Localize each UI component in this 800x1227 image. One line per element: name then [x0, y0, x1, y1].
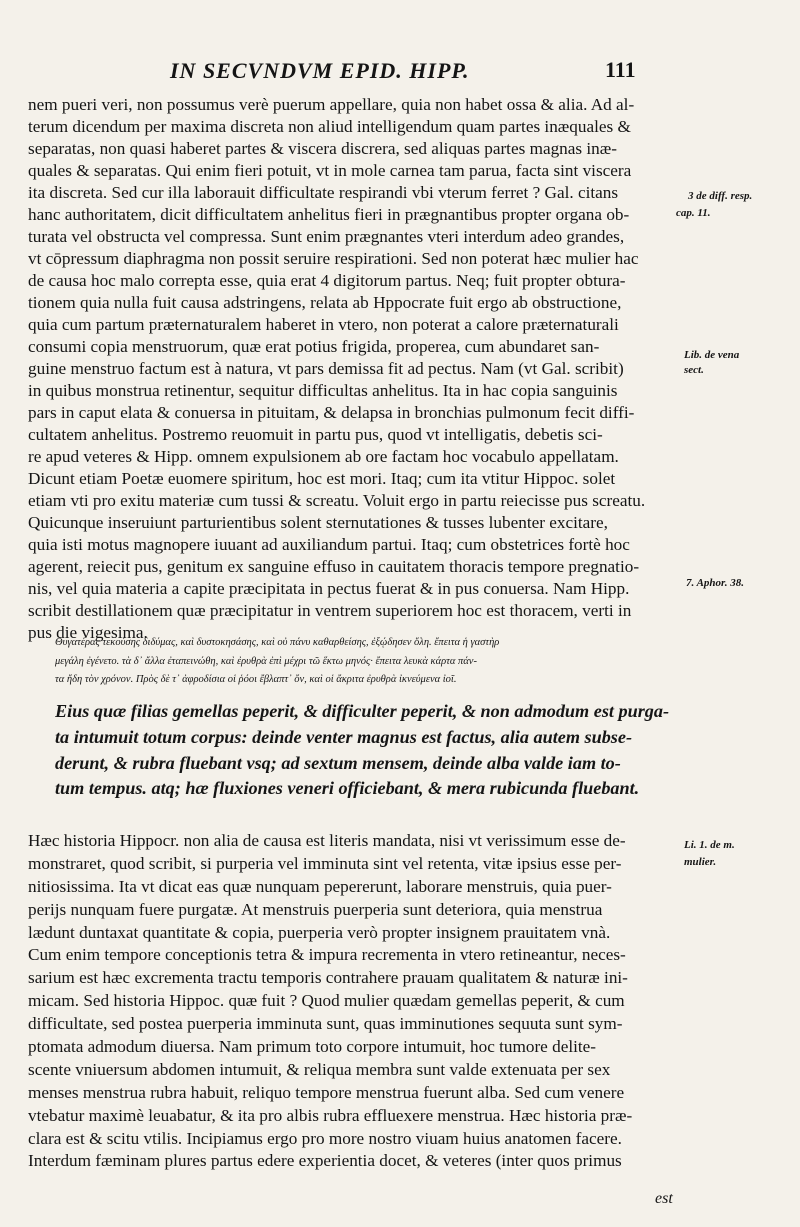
greek-quotation [55, 634, 685, 690]
text-line: cultatem anhelitus. Postremo reuomuit in partu pus, quod vt intelligatis, debetis sci- [28, 425, 603, 444]
translation-line: derunt, & rubra fluebant vsq; ad sextum mensem, deinde alba valde iam to- [55, 752, 621, 773]
text-line: quales & separatas. Qui enim fieri potuit, vt in mole carnea tam parua, facta sint viscera [28, 161, 632, 180]
text-line: in quibus monstrua retinentur, sequitur difficultas anhelitus. Ita in hac copia sanguinis [28, 381, 618, 400]
text-line: scribit destillationem quæ præcipitatur in ventrem superiorem hoc est thoracem, verti in [28, 601, 632, 620]
text-line: ptomata admodum diuersa. Nam primum toto corpore intumuit, hoc tumore delite- [28, 1037, 597, 1057]
latin-translation [55, 699, 695, 802]
commentary-paragraph-1 [28, 94, 680, 644]
text-line: menses menstrua rubra habuit, reliquo tempore menstrua fuerunt alba. Sed cum venere [28, 1082, 625, 1102]
text-line: perijs nunquam fuere purgatæ. At menstruis puerperia sunt deteriora, quia menstrua [28, 899, 603, 919]
text-line: Hæc historia Hippocr. non alia de causa est literis mandata, nisi vt verissimum esse de- [28, 831, 626, 850]
text-line: difficultate, sed postea puerperia imminuta sunt, quas imminutiones sequuta sunt sym- [28, 1014, 623, 1034]
commentary-paragraph-2 [28, 830, 688, 1173]
text-line: vt cōpressum diaphragma non possit seruire respirationi. Sed non poterat hæc mulier hac [28, 249, 639, 268]
text-line: terum dicendum per maxima discreta non aliud intelligendum quam partes inæquales & [28, 117, 631, 136]
text-line: pus die vigesima. [28, 623, 148, 642]
text-line: lædunt duntaxat quantitate & copia, puerperia verò propter insignem prauitatem vnà. [28, 922, 611, 942]
text-line: pars in caput elata & conuersa in pituitam, & delapsa in bronchias pulmonum fecit diffi- [28, 403, 635, 422]
text-line: Cum enim tempore conceptionis tetra & impura recrementa in vtero retineantur, neces- [28, 945, 626, 965]
text-line: nem pueri veri, non possumus verè puerum appellare, quia non habet ossa & alia. Ad al- [28, 95, 635, 114]
text-line: quia isti motus magnopere iuuant ad auxiliandum partui. Itaq; cum obstetrices fortè hoc [28, 535, 630, 554]
text-line: sarium est hæc excrementa tractu temporis contrahere prauam qualitatem & naturæ ini- [28, 968, 628, 988]
text-line: guine menstruo factum est à natura, vt pars demissa fit ad pectus. Nam (vt Gal. scribit) [28, 359, 624, 378]
text-line: scente vniuersum abdomen intumuit, & reliqua membra sunt valde extenuata per sex [28, 1059, 611, 1079]
text-line: de causa hoc malo correpta esse, quia erat 4 digitorum partus. Neq; fuit propter obtura- [28, 271, 626, 290]
translation-line: Eius quæ filias gemellas peperit, & difficulter peperit, & non admodum est purga- [55, 701, 670, 721]
running-title: IN SECVNDVM EPID. HIPP. [170, 58, 470, 83]
greek-line: τα ἤδη τὸν χρόνον. Πρὸς δὲ τ᾽ ἀφροδίσια οἱ ῥόοι ἔβλαπτ᾽ ὄν, καὶ οἱ ἄκριτα ἐρυθρὰ ἰκνεύμενα ἰοῖ. [55, 674, 457, 685]
margin-note-difficultate-respirandi: 3 de diff. resp. [688, 190, 753, 202]
margin-note-sect: sect. [684, 364, 704, 376]
text-line: ita discreta. Sed cur illa laborauit difficultate respirandi vbi vterum ferret ? Gal. citans [28, 183, 619, 202]
text-line: turata vel obstructa vel compressa. Sunt enim prægnantes vteri interdum adeo grandes, [28, 227, 625, 246]
text-line: agerent, reiecit pus, genitum ex sanguine effuso in cauitatem thoracis tempore pregnatio- [28, 557, 640, 576]
text-line: nitiosissima. Ita vt dicat eas quæ nunquam pepererunt, laborare menstruis, quia puer- [28, 876, 612, 896]
text-line: Interdum fæminam plures partus edere experientia docet, & veteres (inter quos primus [28, 1151, 622, 1171]
text-line: micam. Sed historia Hippoc. quæ fuit ? Quod mulier quædam gemellas peperit, & cum [28, 991, 625, 1011]
catchword: est [655, 1190, 673, 1207]
greek-line: Θυγατέρας τεκούσης διδύμας, καὶ δυστοκησάσης, καὶ οὐ πάνυ καθαρθείσης, ἐξῴδησεν ὅλη. ἔπειτα ἡ γαστὴρ [55, 637, 500, 648]
text-line: vtebatur maximè leuabatur, & ita pro albis rubra effluexere menstrua. Hæc historia præ- [28, 1105, 633, 1125]
margin-note-chapter: cap. 11. [676, 207, 711, 219]
margin-note-mulier: mulier. [684, 856, 717, 868]
text-line: consumi copia menstruorum, quæ erat potius frigida, properea, cum abundaret san- [28, 337, 600, 356]
greek-line: μεγάλη ἐγένετο. τὰ δ᾽ ἄλλα ἐταπεινώθη, καὶ ἐρυθρὰ ἐπὶ μέχρι τῶ ἕκτω μηνός· ἔπειτα λευκὰ κάρτα πάν- [55, 655, 477, 667]
margin-note-de-mulier: Li. 1. de m. [684, 839, 735, 851]
text-line: re apud veteres & Hipp. omnem expulsionem ab ore factam hoc vocabulo appellatam. [28, 447, 619, 466]
margin-note-lib-de-vena: Lib. de vena [684, 349, 740, 361]
text-line: etiam vti pro exitu materiæ cum tussi & screatu. Voluit ergo in partu reiecisse pus screatu. [28, 491, 646, 510]
translation-line: ta intumuit totum corpus: deinde venter magnus est factus, alia autem subse- [55, 726, 633, 747]
text-line: separatas, non quasi haberet partes & viscera discrera, sed aliquas partes magnas inæ- [28, 139, 617, 158]
text-line: clara est & scitu vtilis. Incipiamus ergo pro more nostro viuam huius anatomen facere. [28, 1128, 622, 1148]
text-line: hanc authoritatem, dicit difficultatem anhelitus fieri in prægnantibus propter organa ob- [28, 205, 630, 224]
text-line: quia cum partum præternaturalem haberet in vtero, non poterat a calore præternaturali [28, 315, 619, 334]
page-number: 111 [605, 57, 636, 82]
margin-note-aphorism: 7. Aphor. 38. [686, 577, 744, 589]
text-line: nis, vel quia materia a capite præcipitata in pectus fuerat & in pus conuersa. Nam Hipp. [28, 579, 630, 598]
text-line: Dicunt etiam Poetæ euomere spiritum, hoc est mori. Itaq; cum ita vtitur Hippoc. solet [28, 469, 616, 488]
text-line: tionem quia nulla fuit causa adstringens, relata ab Hppocrate fuit ergo ab obstructione, [28, 293, 622, 312]
translation-line: tum tempus. atq; hæ fluxiones veneri officiebant, & mera rubicunda fluebant. [55, 778, 640, 799]
text-line: Quicunque inseruiunt parturientibus solent sternutationes & tusses lubenter excitare, [28, 513, 608, 532]
text-line: monstraret, quod scribit, si purperia vel imminuta sint vel retenta, vitæ ipsius esse per- [28, 853, 622, 873]
